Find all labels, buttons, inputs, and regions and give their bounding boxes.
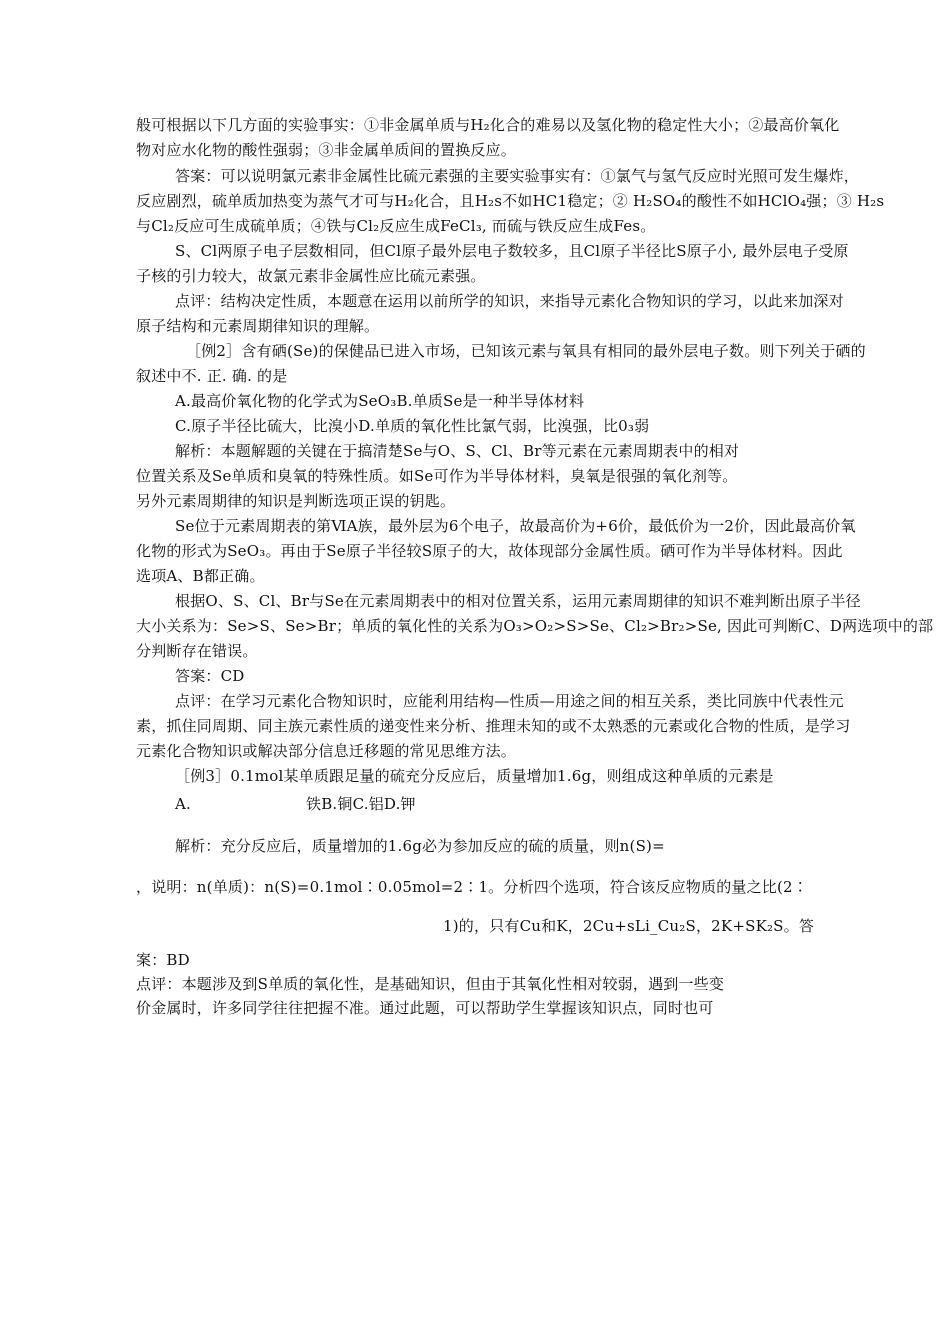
analysis-line: 解析：充分反应后，质量增加的1.6g必为参加反应的硫的质量，则n(S)= bbox=[175, 837, 665, 855]
text-line: 素，抓住同周期、同主族元素性质的递变性来分析、推理未知的或不太熟悉的元素或化合物的性质，是学习 bbox=[136, 717, 851, 735]
text-line: 1)的，只有Cu和K，2Cu+sLi_Cu₂S，2K+SK₂S。答 bbox=[443, 917, 815, 935]
option-line: A.最高价氧化物的化学式为SeO₃B.单质Se是一种半导体材料 bbox=[175, 392, 585, 410]
text-line: 元素化合物知识或解决部分信息迁移题的常见思维方法。 bbox=[136, 742, 517, 760]
text-line: 根据O、S、Cl、Br与Se在元素周期表中的相对位置关系，运用元素周期律的知识不难判断出原子半径 bbox=[175, 592, 861, 610]
answer-line: 答案：CD bbox=[175, 667, 245, 685]
text-line: 位置关系及Se单质和臭氧的特殊性质。如Se可作为半导体材料，臭氧是很强的氧化剂等。 bbox=[136, 467, 738, 485]
text-line: S、Cl两原子电子层数相同，但Cl原子最外层电子数较多，且Cl原子半径比S原子小, 最外层电子受原 bbox=[175, 242, 849, 260]
analysis-line: 解析：本题解题的关键在于搞清楚Se与O、S、Cl、Br等元素在元素周期表中的相对 bbox=[175, 442, 740, 460]
text-line: 子核的引力较大，故氯元素非金属性应比硫元素强。 bbox=[136, 267, 486, 285]
text-line: 反应剧烈，硫单质加热变为蒸气才可与H₂化合，且H₂s不如HC1稳定；② H₂SO₄的酸性不如HClO₄强；③ H₂s bbox=[136, 192, 885, 210]
text-line: 叙述中不. 正. 确. 的是 bbox=[136, 367, 288, 385]
text-line: 分判断存在错误。 bbox=[136, 642, 258, 660]
text-line: Se位于元素周期表的第ⅥA族，最外层为6个电子，故最高价为+6价，最低价为一2价，因此最高价氧 bbox=[175, 517, 856, 535]
options-line: 铁B.铜C.铝D.钾 bbox=[306, 795, 416, 813]
comment-line: 点评：本题涉及到S单质的氧化性，是基础知识，但由于其氧化性相对较弱，遇到一些变 bbox=[136, 975, 725, 993]
text-line: 与Cl₂反应可生成硫单质；④铁与Cl₂反应生成FeCl₃, 而硫与铁反应生成Fes。 bbox=[136, 217, 656, 235]
text-line: ，说明：n(单质)：n(S)=0.1mol∶0.05mol=2∶1。分析四个选项，符合该反应物质的量之比(2∶ bbox=[136, 878, 808, 896]
option-line: C.原子半径比硫大，比溴小D.单质的氧化性比氯气弱，比溴强，比0₃弱 bbox=[175, 417, 650, 435]
text-line: 价金属时，许多同学往往把握不准。通过此题，可以帮助学生掌握该知识点，同时也可 bbox=[136, 999, 714, 1017]
text-line: 大小关系为：Se>S、Se>Br；单质的氧化性的关系为O₃>O₂>S>Se、Cl₂>Br₂>Se, 因此可判断C、D两选项中的部 bbox=[136, 617, 934, 635]
example-2-heading: ［例2］含有硒(Se)的保健品已进入市场，已知该元素与氧具有相同的最外层电子数。则下列关于硒的 bbox=[186, 342, 866, 360]
text-line: 化物的形式为SeO₃。再由于Se原子半径较S原子的大，故体现部分金属性质。硒可作为半导体材料。因此 bbox=[136, 542, 843, 560]
example-3-heading: ［例3］0.1mol某单质跟足量的硫充分反应后，质量增加1.6g，则组成这种单质的元素是 bbox=[175, 767, 774, 785]
text-line: 另外元素周期律的知识是判断选项正误的钥匙。 bbox=[136, 492, 456, 510]
option-label: A. bbox=[175, 795, 192, 813]
comment-line: 点评：结构决定性质，本题意在运用以前所学的知识，来指导元素化合物知识的学习，以此来加深对 bbox=[175, 292, 844, 310]
answer-line: 答案：可以说明氯元素非金属性比硫元素强的主要实验事实有：①氯气与氢气反应时光照可发生爆炸， bbox=[175, 167, 860, 185]
comment-line: 点评：在学习元素化合物知识时，应能利用结构—性质—用途之间的相互关系，类比同族中代表性元 bbox=[175, 692, 844, 710]
text-line: 般可根据以下几方面的实验事实：①非金属单质与H₂化合的难易以及氢化物的稳定性大小；②最高价氧化 bbox=[136, 116, 840, 134]
answer-line: 案：BD bbox=[136, 951, 190, 969]
text-line: 物对应水化物的酸性强弱；③非金属单质间的置换反应。 bbox=[136, 141, 517, 159]
text-line: 选项A、B都正确。 bbox=[136, 567, 265, 585]
text-line: 原子结构和元素周期律知识的理解。 bbox=[136, 317, 380, 335]
